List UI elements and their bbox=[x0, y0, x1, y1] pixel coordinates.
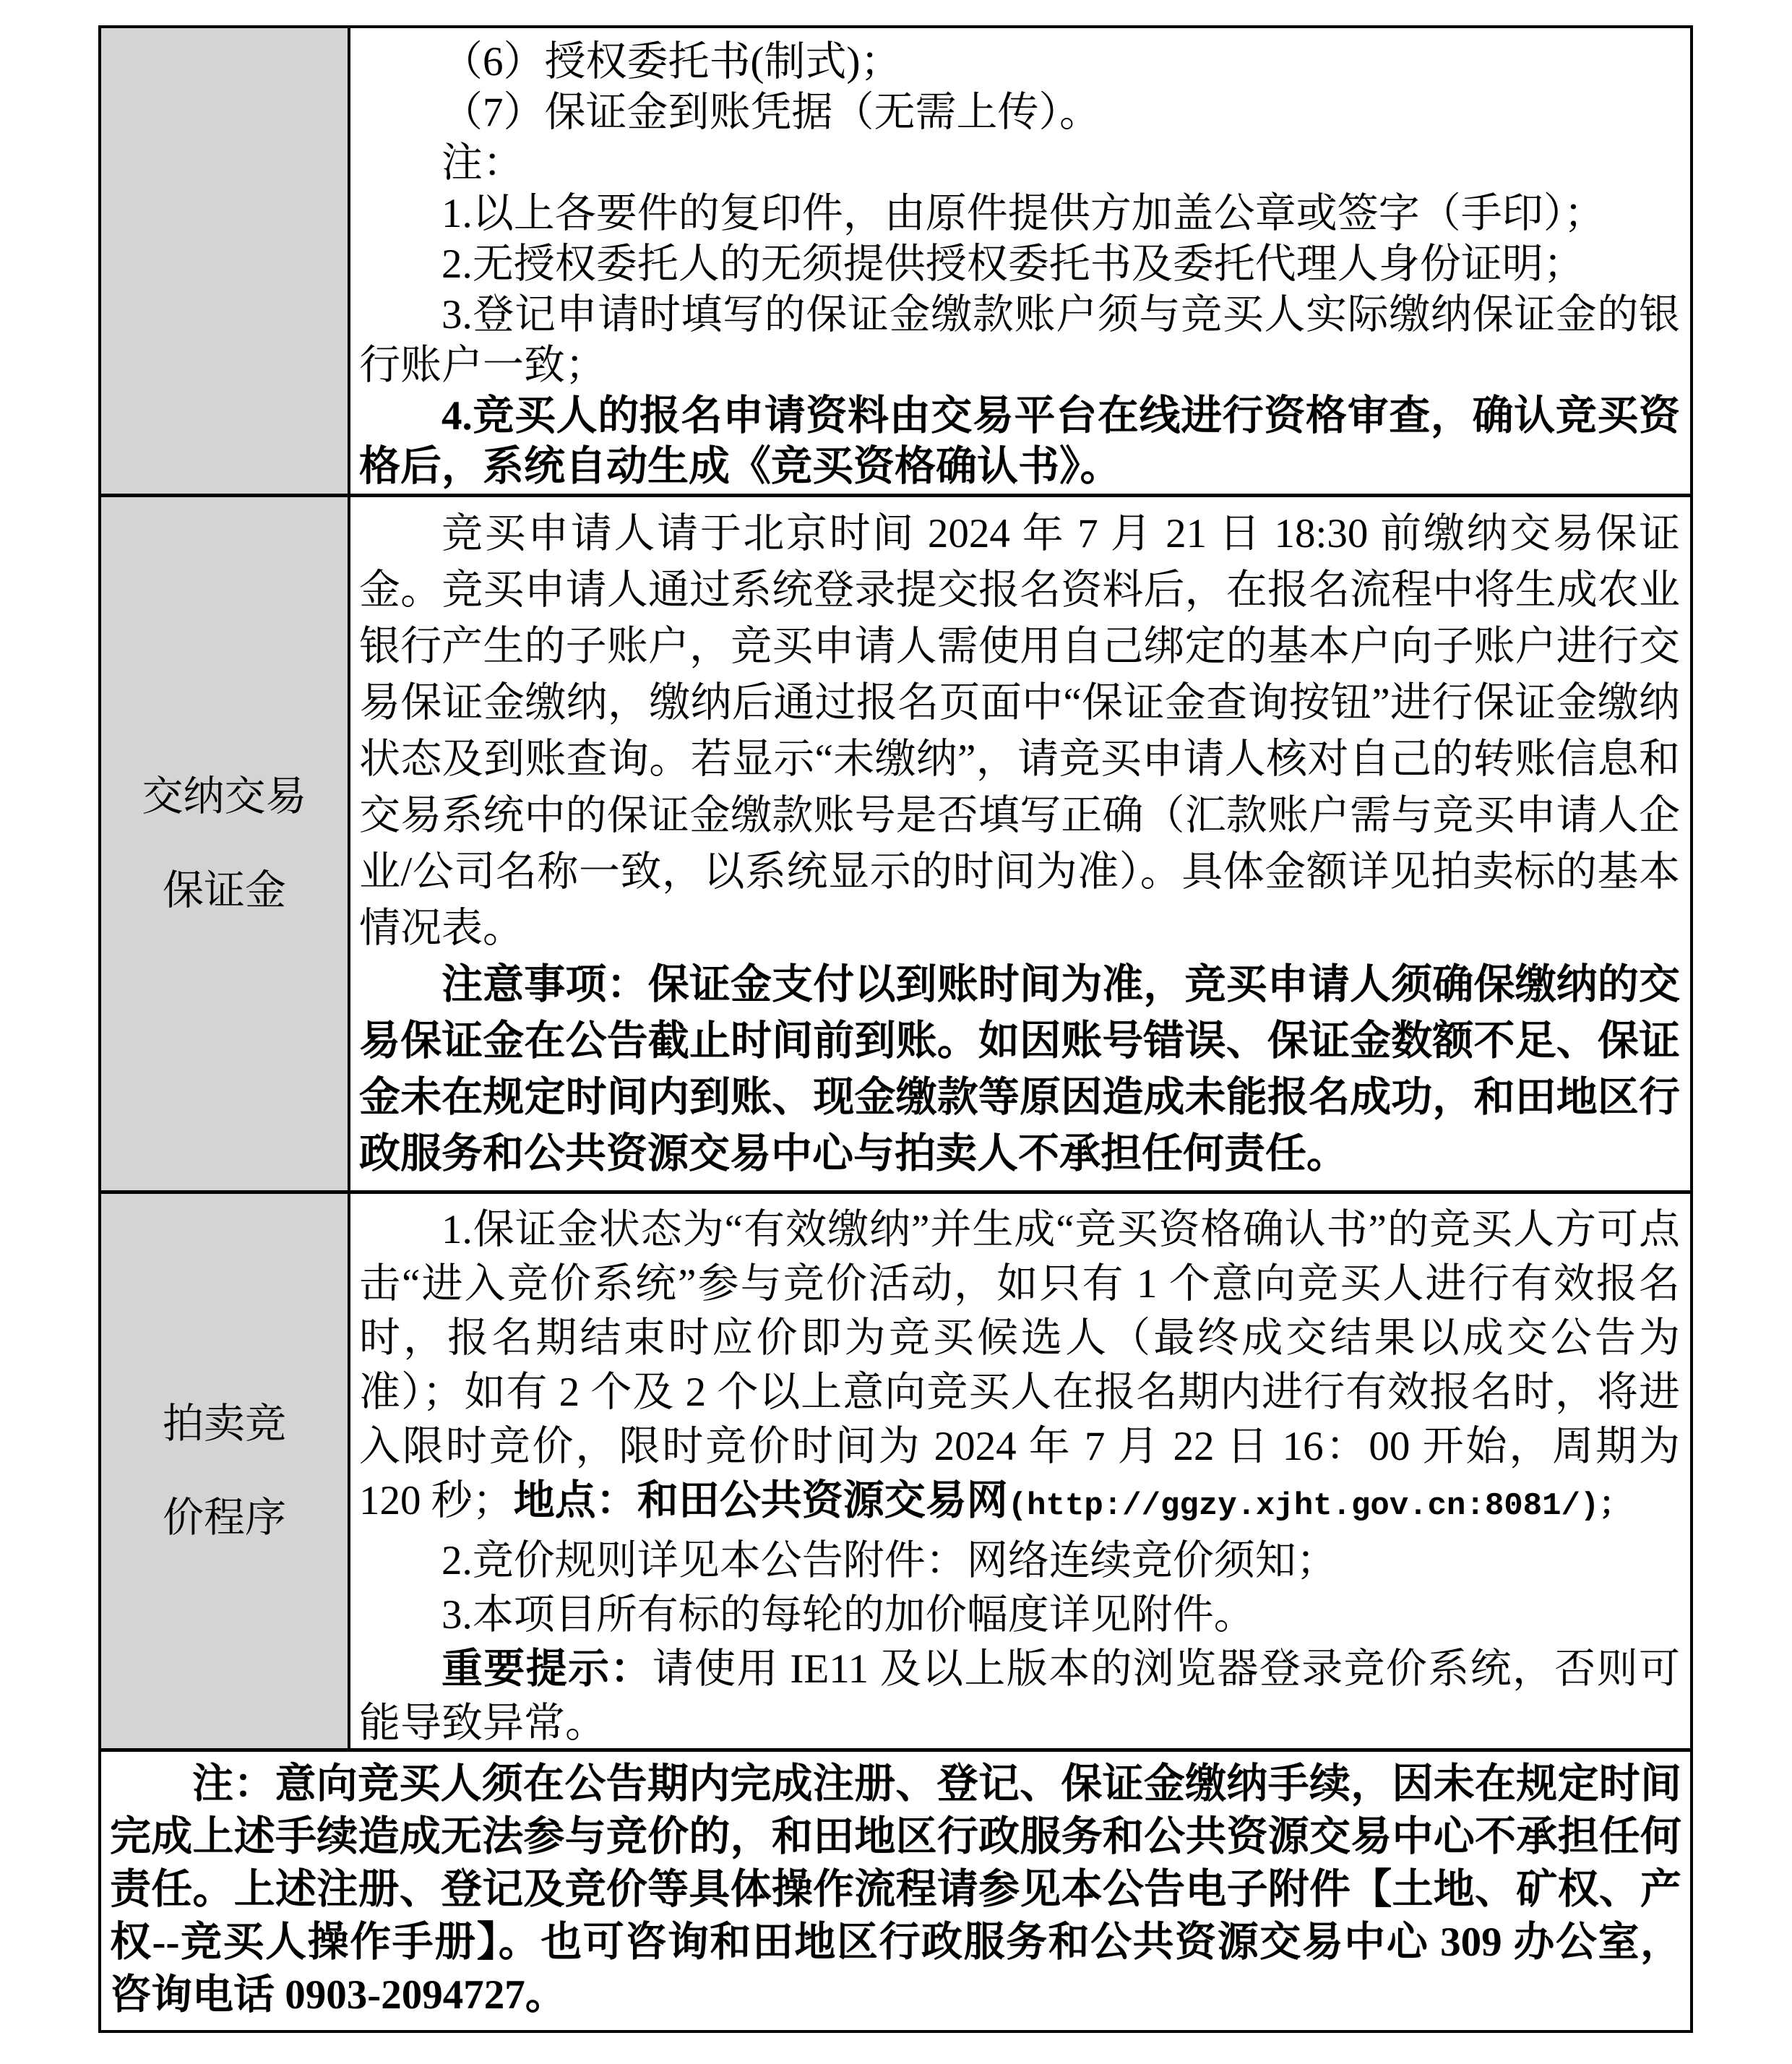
auction-paragraph-2: 2.竞价规则详见本公告附件：网络连续竞价须知； bbox=[441, 1538, 1337, 1583]
table-row-auction-procedure bbox=[101, 1194, 1690, 1752]
deposit-header-line-2: 保证金 bbox=[163, 867, 286, 913]
row-header-cell-empty bbox=[101, 28, 350, 494]
important-tip-text: 请使用 IE11 及以上版本的浏览器登录竞价系统，否则可能导致异常。 bbox=[359, 1646, 1681, 1746]
deposit-paragraph-1: 竞买申请人请于北京时间 2024 年 7 月 21 日 18:30 前缴纳交易保证金。竞买申请人通过系统登录提交报名资料后，在报名流程中将生成农业银行产生的子账户，竞买申请人需使用自己绑定的基本户向子账户进行交易保证金缴纳，缴纳后通过报名页面中“保证金查询按钮”进行保证金缴纳状态及到账查询。若显示“未缴纳”，请竞买申请人核对自己的转账信息和交易系统中的保证金缴款账号是否填写正确（汇款账户需与竞买申请人企业/公司名称一致，以系统显示的时间为准）。具体金额详见拍卖标的基本情况表。 bbox=[359, 511, 1680, 951]
auction-site-url: (http://ggzy.xjht.gov.cn:8081/)； bbox=[1007, 1488, 1632, 1524]
auction-paragraph-4 bbox=[359, 1642, 1680, 1748]
auction-header-line-1: 拍卖竞 bbox=[163, 1401, 286, 1447]
announcement-table bbox=[98, 25, 1693, 2033]
requirement-item-7: （7）保证金到账凭据（无需上传）。 bbox=[441, 90, 1100, 135]
auction-procedure-cell bbox=[350, 1194, 1690, 1748]
auction-site-name: 地点：和田公共资源交易网 bbox=[513, 1478, 1008, 1523]
note-item-4: 4.竞买人的报名申请资料由交易平台在线进行资格审查，确认竞买资格后，系统自动生成《竞买资格确认书》。 bbox=[359, 393, 1680, 489]
auction-row-header-cell bbox=[101, 1194, 350, 1748]
table-row-deposit bbox=[101, 497, 1690, 1194]
deposit-paragraph-2-notice: 注意事项：保证金支付以到账时间为准，竞买申请人须确保缴纳的交易保证金在公告截止时间前到账。如因账号错误、保证金数额不足、保证金未在规定时间内到账、现金缴款等原因造成未能报名成功，和田地区行政服务和公共资源交易中心与拍卖人不承担任何责任。 bbox=[359, 962, 1680, 1177]
auction-header-line-2: 价程序 bbox=[163, 1495, 286, 1541]
note-item-1: 1.以上各要件的复印件，由原件提供方加盖公章或签字（手印）； bbox=[441, 191, 1606, 236]
table-row-requirements bbox=[101, 28, 1690, 497]
footer-note-text: 注：意向竞买人须在公告期内完成注册、登记、保证金缴纳手续，因未在规定时间完成上述手续造成无法参与竞价的，和田地区行政服务和公共资源交易中心不承担任何责任。上述注册、登记及竞价等具体操作流程请参见本公告电子附件【土地、矿权、产权--竞买人操作手册】。也可咨询和田地区行政服务和公共资源交易中心 309 办公室，咨询电话 0903-2094727。 bbox=[110, 1761, 1681, 2018]
auction-paragraph-3: 3.本项目所有标的每轮的加价幅度详见附件。 bbox=[441, 1592, 1255, 1638]
auction-paragraph-1-text: 1.保证金状态为“有效缴纳”并生成“竞买资格确认书”的竞买人方可点击“进入竞价系统”参与竞价活动，如只有 1 个意向竞买人进行有效报名时，报名期结束时应价即为竞买候选人（最终成交结果以成交公告为准）；如有 2 个及 2 个以上意向竞买人在报名期内进行有效报名时，将进入限时竞价，限时竞价时间为 2024 年 7 月 22 日 16：00 开始，周期为 120 秒； bbox=[359, 1207, 1680, 1523]
deposit-cell bbox=[350, 497, 1690, 1190]
deposit-header-line-1: 交纳交易 bbox=[142, 773, 307, 820]
notes-label: 注： bbox=[441, 140, 524, 186]
table-row-footer-note bbox=[101, 1752, 1690, 2030]
important-tip-label: 重要提示： bbox=[441, 1646, 652, 1692]
note-item-3: 3.登记申请时填写的保证金缴款账户须与竞买人实际缴纳保证金的银行账户一致； bbox=[359, 292, 1680, 388]
requirement-item-6: （6）授权委托书(制式)； bbox=[441, 39, 902, 85]
auction-paragraph-1 bbox=[359, 1203, 1680, 1534]
deposit-row-header-cell bbox=[101, 497, 350, 1190]
note-item-2: 2.无授权委托人的无须提供授权委托书及委托代理人身份证明； bbox=[441, 241, 1585, 287]
requirements-cell bbox=[350, 28, 1690, 494]
